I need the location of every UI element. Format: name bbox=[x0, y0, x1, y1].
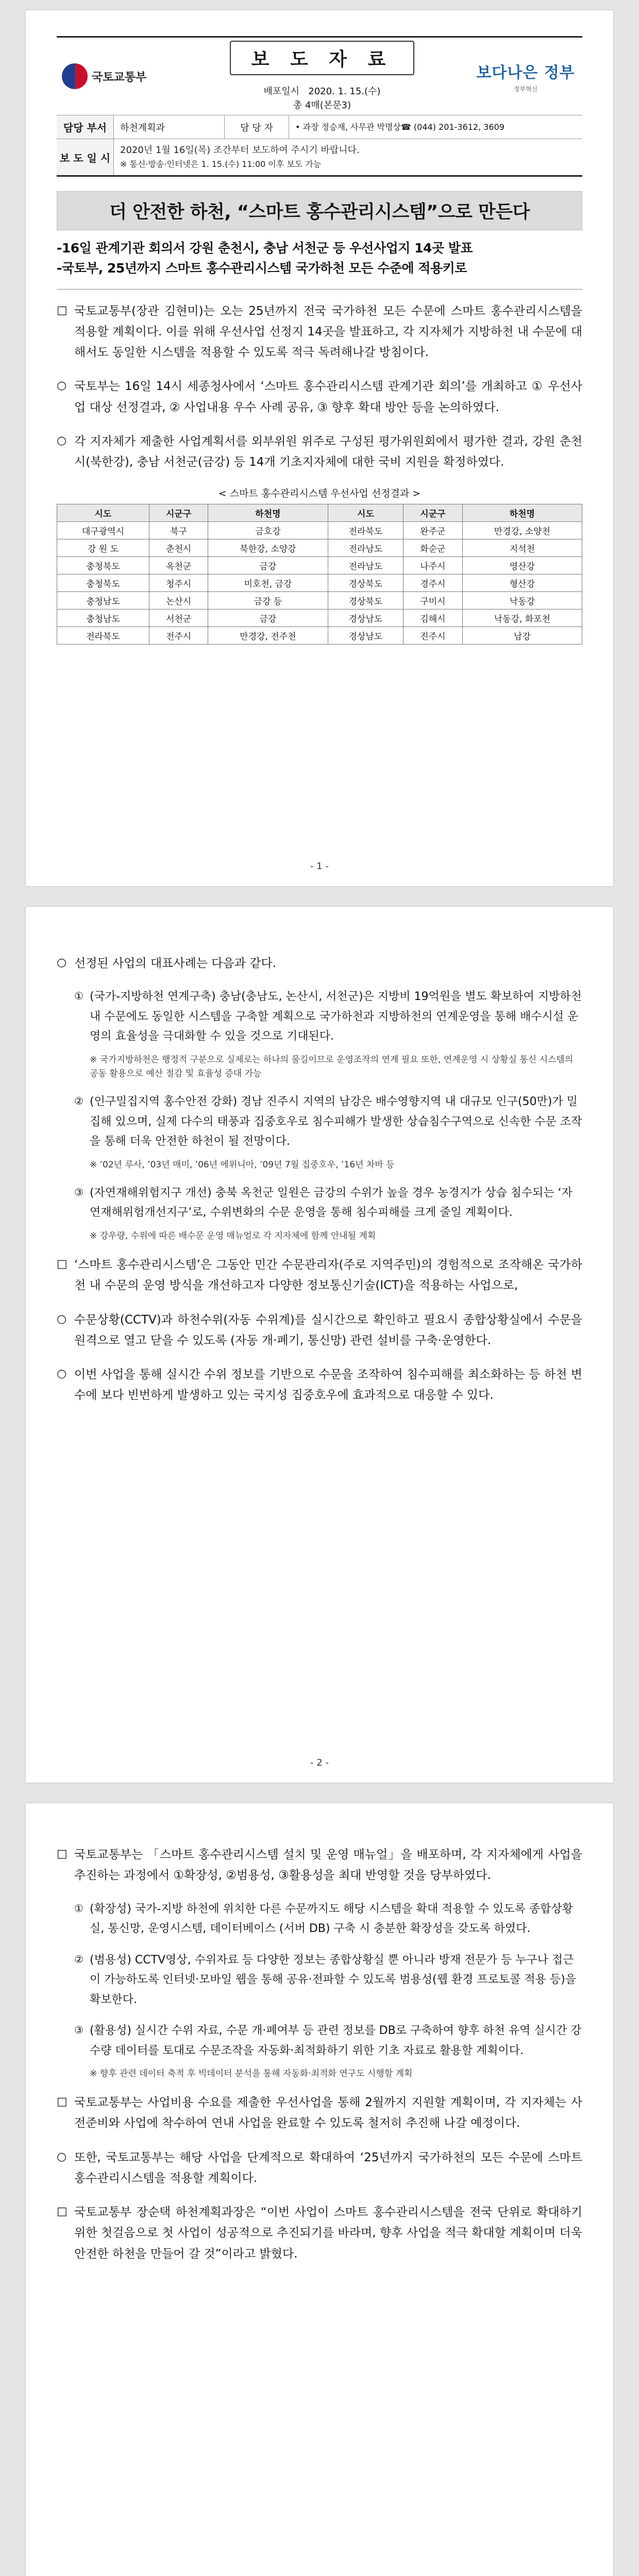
table-cell: 충청남도 bbox=[57, 609, 149, 627]
paragraph: ○ 선정된 사업의 대표사례는 다음과 같다. bbox=[57, 956, 277, 970]
table-row bbox=[57, 557, 582, 574]
table-header: 하천명 bbox=[462, 504, 582, 522]
paragraph: □ 국토교통부는 「스마트 홍수관리시스템 설치 및 운영 매뉴얼」을 배포하며, 각 지자체에게 사업을 추진하는 과정에서 ①확장성, ②범용성, ③활용성을 최대 반영할 것을 당부하였다. bbox=[57, 1848, 582, 1883]
paragraph: □ 국토교통부(장관 김현미)는 오는 25년까지 전국 국가하천 모든 수문에 스마트 홍수관리시스템을 적용할 계획이다. 이를 위해 우선사업 선정지 14곳을 발표하고, 각 지자체가 지방하천 내 수문에 대해서도 동일한 시스템을 적용할 수 있도록 적극 독려해나갈 방침이다. bbox=[57, 303, 582, 359]
page-1 bbox=[26, 10, 613, 886]
table-cell: 금강 bbox=[208, 609, 328, 627]
embargo-text: 2020년 1월 16일(목) 조간부터 보도하여 주시기 바랍니다. ※ 통신·방송·인터넷은 1. 15.(수) 11:00 이후 보도 가능 bbox=[120, 145, 360, 169]
paragraph: ○ 이번 사업을 통해 실시간 수위 정보를 기반으로 수문을 조작하여 침수피해를 최소화하는 등 하천 변수에 보다 빈번하게 발생하고 있는 국지성 집중호우에 효과적으로 대응할 수 있다. bbox=[57, 1367, 582, 1402]
table-header: 시도 bbox=[57, 504, 149, 522]
paragraph: □ 국토교통부 장순택 하천계획과장은 “이번 사업이 스마트 홍수관리시스템을 전국 단위로 확대하기 위한 첫걸음으로 첫 사업이 성공적으로 추진되기를 바라며, 향후 사업을 적극 확대할 계획이며 더욱 안전한 하천을 만들어 갈 것”이라고 밝혔다. bbox=[57, 2205, 582, 2261]
table-cell: 북구 bbox=[149, 522, 208, 539]
table-cell: 서천군 bbox=[149, 609, 208, 627]
note: ※ ’02년 루사, ’03년 매미, ’06년 에위니아, ’09년 7월 집중호우, ’16년 차바 등 bbox=[90, 1159, 395, 1170]
paragraph: ○ 각 지자체가 제출한 사업계획서를 외부위원 위주로 구성된 평가위원회에서 평가한 결과, 강원 춘천시(북한강), 충남 서천군(금강) 등 14개 기초지자체에 대한 국비 지원을 확정하였다. bbox=[57, 434, 582, 469]
table-cell: 경상남도 bbox=[328, 609, 403, 627]
paragraph: ○ 또한, 국토교통부는 해당 사업을 단계적으로 확대하여 ‘25년까지 국가하천의 모든 수문에 스마트 홍수관리시스템을 적용할 계획이다. bbox=[57, 2150, 582, 2185]
table-cell: 낙동강 bbox=[462, 592, 582, 609]
table-cell: 완주군 bbox=[403, 522, 462, 539]
table-row bbox=[57, 627, 582, 645]
paragraph: □ ‘스마트 홍수관리시스템’은 그동안 민간 수문관리자(주로 지역주민)의 경험적으로 조작해온 국가하천 내 수문의 운영 방식을 개선하고자 다양한 정보통신기술(ICT)을 적용하는 사업으로, bbox=[57, 1258, 582, 1293]
table-cell: 전라남도 bbox=[328, 557, 403, 574]
contact-info: • 과장 정승재, 사무관 박명상 ☎ (044) 201-3612, 3609 bbox=[295, 122, 505, 132]
list-item: ② (범용성) CCTV영상, 수위자료 등 다양한 정보는 종합상황실 뿐 아니라 방재 전문가 등 누구나 접근이 가능하도록 인터넷·모바일 웹을 통해 공유·전파할 수 있도록 범용성(웹 환경 프로토콜 적용 등)을 확보한다. bbox=[74, 1953, 576, 2006]
table-cell: 금강 bbox=[208, 557, 328, 574]
table-cell: 경주시 bbox=[403, 574, 462, 592]
note: ※ 국가지방하천은 행정적 구분으로 실제로는 하나의 물길이므로 운영조작의 연계 필요 또한, 연계운영 시 상황실 통신 시스템의 공동 활용으로 예산 절감 및 효율성 증대 가능 bbox=[90, 1054, 574, 1079]
selection-table bbox=[57, 504, 582, 645]
table-cell: 충청북도 bbox=[57, 574, 149, 592]
embargo-label: 보 도 일 시 bbox=[57, 139, 114, 175]
table-cell: 강 원 도 bbox=[57, 539, 149, 557]
table-cell: 춘천시 bbox=[149, 539, 208, 557]
table-cell: 금강 등 bbox=[208, 592, 328, 609]
table-cell: 구미시 bbox=[403, 592, 462, 609]
table-cell: 영산강 bbox=[462, 557, 582, 574]
brand-logo: 보다나은 정부 정부혁신 bbox=[476, 63, 575, 93]
list-item: ② (인구밀집지역 홍수안전 강화) 경남 진주시 지역의 남강은 배수영향지역 내 대규모 인구(50만)가 밀집해 있으며, 실제 다수의 태풍과 집중호우로 침수피해가 발생한 상습침수구역으로 신속한 수문 조작을 통해 더욱 안전한 하천이 될 전망이다. bbox=[74, 1095, 582, 1148]
table-cell: 남강 bbox=[462, 627, 582, 645]
table-cell: 경상북도 bbox=[328, 592, 403, 609]
person-label: 담 당 자 bbox=[225, 115, 289, 139]
note: ※ 강우량, 수위에 따른 배수문 운영 매뉴얼로 각 지자체에 함께 안내될 계획 bbox=[90, 1230, 376, 1241]
doc-type: 보 도 자 료 bbox=[230, 41, 415, 75]
ministry-name: 국토교통부 bbox=[92, 71, 147, 84]
page-number: - 1 - bbox=[310, 861, 329, 872]
table-cell: 경상북도 bbox=[328, 574, 403, 592]
table-cell: 충청남도 bbox=[57, 592, 149, 609]
table-cell: 진주시 bbox=[403, 627, 462, 645]
sublines: -16일 관계기관 회의서 강원 춘천시, 충남 서천군 등 우선사업지 14곳 발표 -국토부, 25년까지 스마트 홍수관리시스템 국가하천 모든 수준에 적용키로 bbox=[57, 241, 473, 276]
note: ※ 향후 관련 데이터 축적 후 빅데이터 분석을 통해 자동화·최적화 연구도 시행할 계획 bbox=[90, 2069, 413, 2079]
table-cell: 화순군 bbox=[403, 539, 462, 557]
table-cell: 금호강 bbox=[208, 522, 328, 539]
list-item: ③ (활용성) 실시간 수위 자료, 수문 개·폐여부 등 관련 정보를 DB로 구축하여 향후 하천 유역 실시간 강수량 데이터를 토대로 수문조작을 자동화·최적화하기 위한 기초 자료로 활용할 계획이다. bbox=[74, 2024, 582, 2057]
page-number: - 2 - bbox=[310, 1757, 329, 1768]
press-header bbox=[57, 36, 582, 177]
table-row bbox=[57, 609, 582, 627]
headline: 더 안전한 하천, “스마트 홍수관리시스템”으로 만든다 bbox=[57, 191, 582, 230]
release-info: 배포일시 2020. 1. 15.(수) 총 4매(본문3) bbox=[263, 86, 381, 111]
list-item: ① (국가-지방하천 연계구축) 충남(충남도, 논산시, 서천군)은 지방비 19억원을 별도 확보하여 지방하천 내 수문에도 동일한 시스템을 구축할 계획으로 국가하천과 지방하천의 연계운영을 통해 배수시설 운영의 효율성을 극대화할 수 있을 것으로 기대된다. bbox=[74, 990, 582, 1043]
table-cell: 청주시 bbox=[149, 574, 208, 592]
table-cell: 만경강, 소양천 bbox=[462, 522, 582, 539]
table-cell: 북한강, 소양강 bbox=[208, 539, 328, 557]
table-cell: 미호천, 금강 bbox=[208, 574, 328, 592]
government-emblem-icon bbox=[62, 63, 88, 89]
table-cell: 충청북도 bbox=[57, 557, 149, 574]
table-cell: 나주시 bbox=[403, 557, 462, 574]
paragraph: ○ 국토부는 16일 14시 세종청사에서 ‘스마트 홍수관리시스템 관계기관 회의’를 개최하고 ① 우선사업 대상 선정결과, ② 사업내용 우수 사례 공유, ③ 향후 확대 방안 등을 논의하였다. bbox=[57, 379, 582, 414]
table-cell: 김해시 bbox=[403, 609, 462, 627]
list-item: ③ (자연재해위험지구 개선) 충북 옥천군 일원은 금강의 수위가 높을 경우 농경지가 상습 침수되는 ‘자연재해위험개선지구’로, 수위변화의 수문 운영을 통해 침수피해를 크게 줄일 계획이다. bbox=[74, 1185, 573, 1219]
table-cell: 지석천 bbox=[462, 539, 582, 557]
table-header: 하천명 bbox=[208, 504, 328, 522]
dept-name: 하천계획과 bbox=[114, 115, 225, 139]
table-cell: 형산강 bbox=[462, 574, 582, 592]
table-title: < 스마트 홍수관리시스템 우선사업 선정결과 > bbox=[218, 488, 421, 500]
table-cell: 만경강, 전주천 bbox=[208, 627, 328, 645]
table-cell: 낙동강, 화포천 bbox=[462, 609, 582, 627]
table-header: 시군구 bbox=[403, 504, 462, 522]
table-header: 시도 bbox=[328, 504, 403, 522]
table-row bbox=[57, 522, 582, 539]
table-cell: 경상남도 bbox=[328, 627, 403, 645]
list-item: ① (확장성) 국가-지방 하천에 위치한 다른 수문까지도 해당 시스템을 확대 적용할 수 있도록 종합상황실, 통신망, 운영시스템, 데이터베이스 (서버 DB) 구축 시 충분한 확장성을 갖도록 하였다. bbox=[74, 1902, 573, 1935]
page-2 bbox=[26, 907, 613, 1783]
table-cell: 대구광역시 bbox=[57, 522, 149, 539]
table-cell: 전라북도 bbox=[57, 627, 149, 645]
paragraph: ○ 수문상황(CCTV)과 하천수위(자동 수위계)를 실시간으로 확인하고 필요시 종합상황실에서 수문을 원격으로 열고 닫을 수 있도록 (자동 개·폐기, 통신망) 관련 설비를 구축·운영한다. bbox=[57, 1312, 582, 1347]
table-cell: 전라북도 bbox=[328, 522, 403, 539]
table-row bbox=[57, 574, 582, 592]
table-cell: 논산시 bbox=[149, 592, 208, 609]
paragraph: □ 국토교통부는 사업비용 수요를 제출한 우선사업을 통해 2월까지 지원할 계획이며, 각 지자체는 사전준비와 사업에 착수하여 연내 사업을 완료할 수 있도록 철저히 추진해 나갈 예정이다. bbox=[57, 2095, 582, 2130]
table-header: 시군구 bbox=[149, 504, 208, 522]
table-row bbox=[57, 539, 582, 557]
dept-label: 담당 부서 bbox=[57, 115, 114, 139]
table-cell: 전주시 bbox=[149, 627, 208, 645]
table-cell: 전라남도 bbox=[328, 539, 403, 557]
table-row bbox=[57, 592, 582, 609]
page-3 bbox=[26, 1803, 613, 2576]
ministry-logo bbox=[57, 38, 175, 115]
table-cell: 옥천군 bbox=[149, 557, 208, 574]
